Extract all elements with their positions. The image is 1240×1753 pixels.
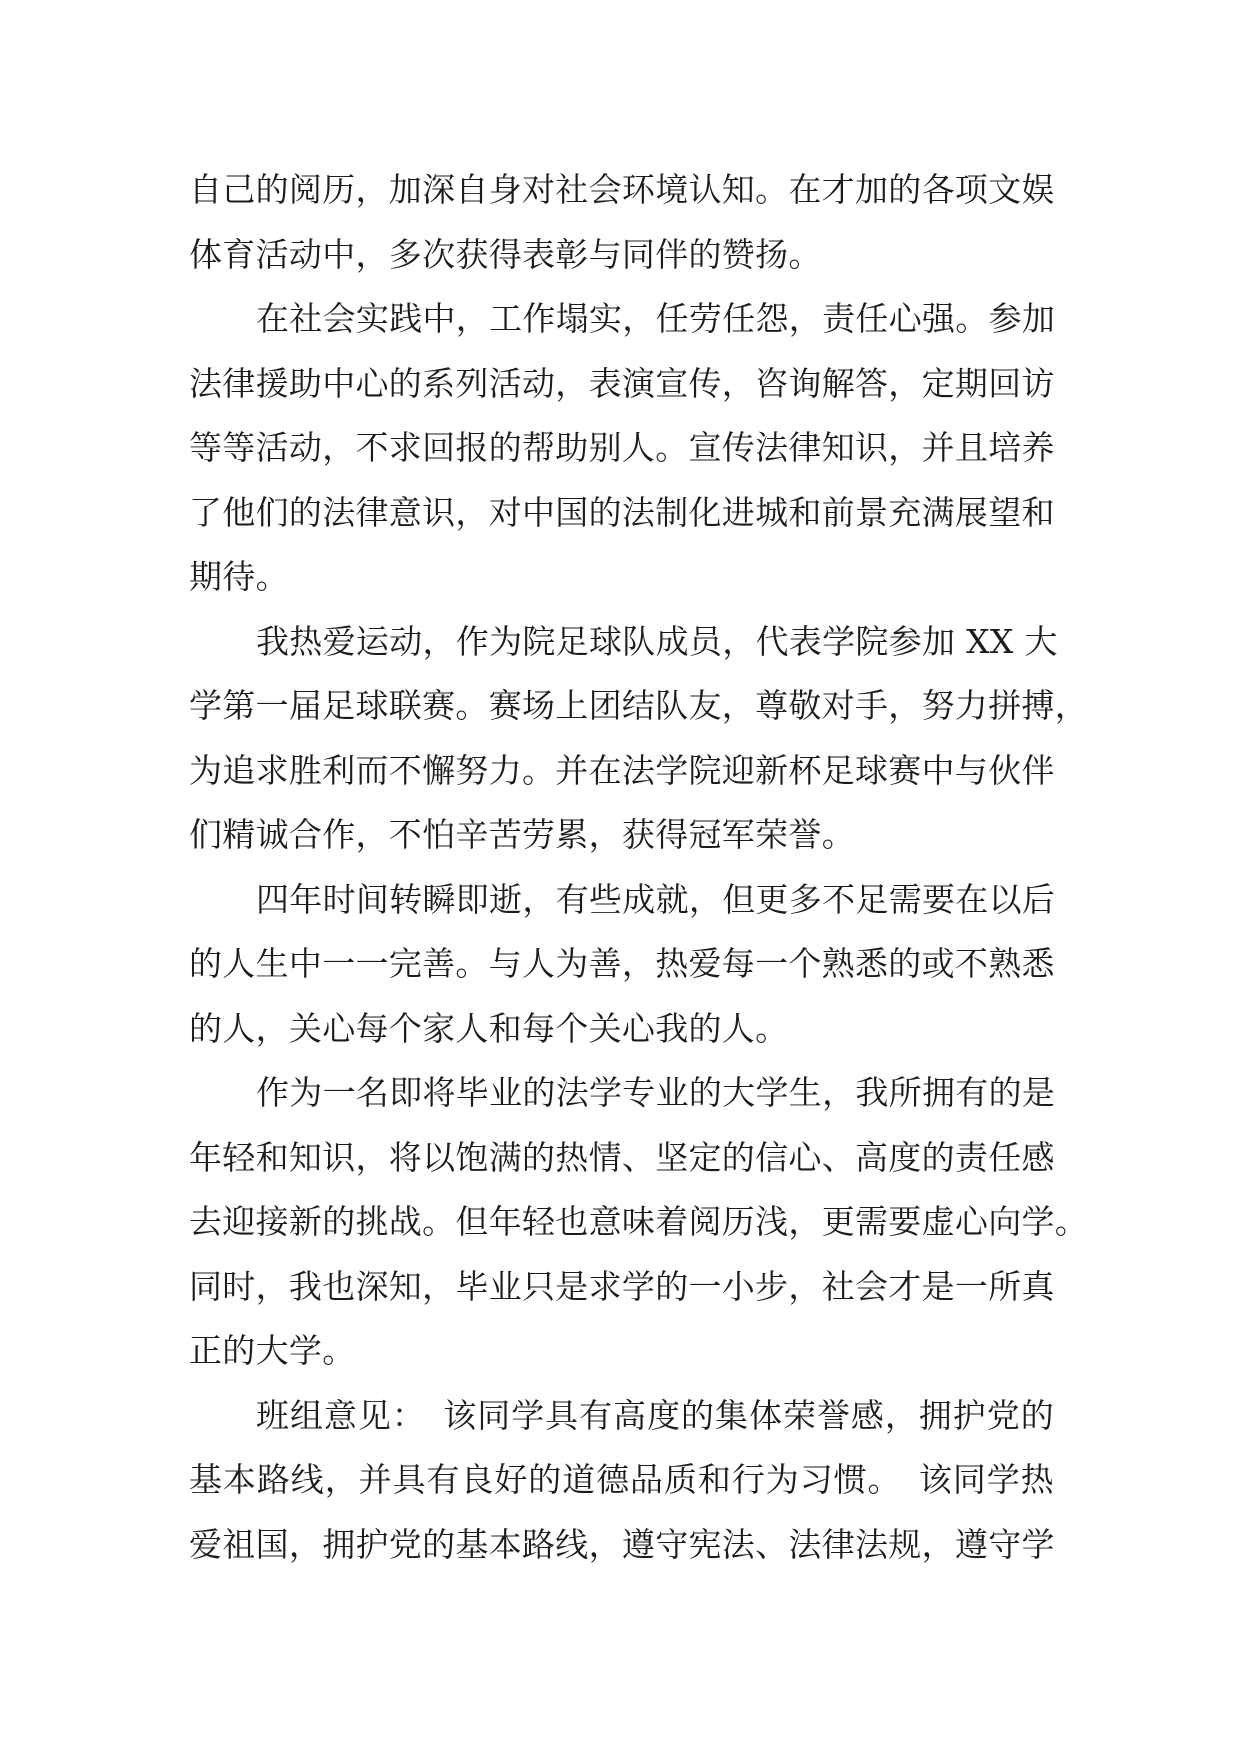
text-line: 们精诚合作，不怕辛苦劳累，获得冠军荣誉。 [189,815,855,854]
text-line: 正的大学。 [189,1331,356,1370]
text-line: 同时，我也深知，毕业只是求学的一小步，社会才是一所真 [189,1266,1055,1306]
paragraph-first-line: 班组意见： 该同学具有高度的集体荣誉感，拥护党的 [256,1395,1054,1435]
text-line: 的人生中一一完善。与人为善，热爱每一个熟悉的或不熟悉 [189,944,1055,983]
text-line: 去迎接新的挑战。但年轻也意味着阅历浅，更需要虚心向学。 [189,1202,1089,1241]
paragraph-first-line: 作为一名即将毕业的法学专业的大学生，我所拥有的是 [256,1073,1056,1112]
text-line: 年轻和知识，将以饱满的热情、坚定的信心、高度的责任感 [189,1137,1055,1177]
text-line: 基本路线，并具有良好的道德品质和行为习惯。 该同学热 [189,1460,1054,1499]
text-line: 等等活动，不求回报的帮助别人。宣传法律知识，并且培养 [189,428,1055,467]
text-line: 了他们的法律意识，对中国的法制化进城和前景充满展望和 [189,492,1055,532]
paragraph-first-line: 四年时间转瞬即逝，有些成就，但更多不足需要在以后 [256,879,1056,919]
text-line: 法律援助中心的系列活动，表演宣传，咨询解答，定期回访 [189,363,1055,403]
document-body [189,158,1089,1577]
text-line: 的人，关心每个家人和每个关心我的人。 [189,1008,789,1048]
text-line: 为追求胜利而不懈努力。并在法学院迎新杯足球赛中与伙伴 [189,750,1055,790]
text-line: 期待。 [189,557,289,596]
text-line: 爱祖国，拥护党的基本路线，遵守宪法、法律法规，遵守学 [189,1524,1055,1564]
paragraph-first-line: 在社会实践中，工作塌实，任劳任怨，责任心强。参加 [256,299,1056,338]
text-line: 自己的阅历，加深自身对社会环境认知。在才加的各项文娱 [189,170,1055,209]
paragraph-first-line: 我热爱运动，作为院足球队成员，代表学院参加 XX 大 [256,621,1058,661]
text-line: 学第一届足球联赛。赛场上团结队友，尊敬对手，努力拼搏， [189,686,1089,725]
text-line: 体育活动中，多次获得表彰与同伴的赞扬。 [189,234,822,274]
